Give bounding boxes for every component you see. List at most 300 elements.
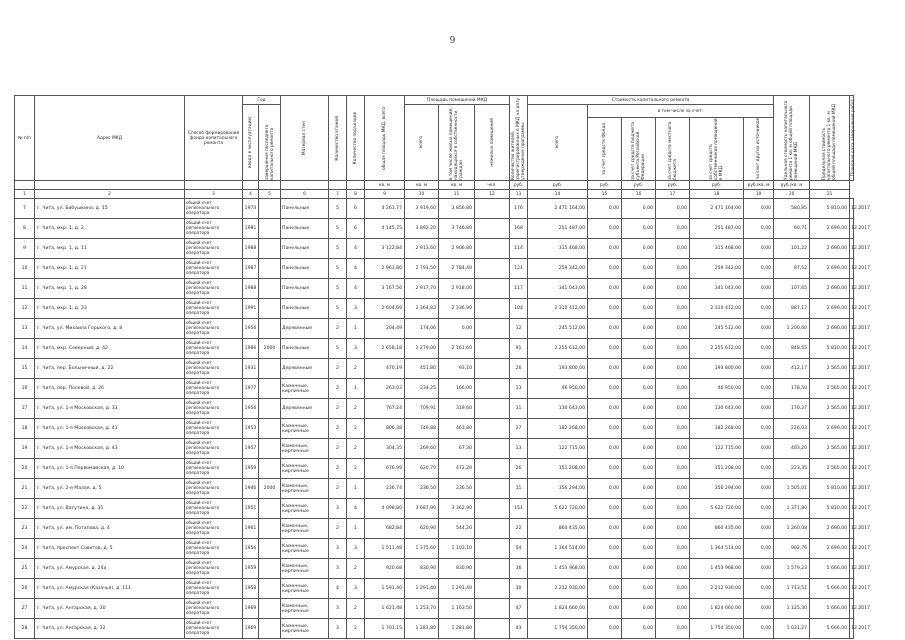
area-nonresidential-cell <box>475 459 510 479</box>
max-cost-cell: 5 810,00 <box>810 499 850 519</box>
cost-owners-cell: 151 208,00 <box>690 459 744 479</box>
wall-material-cell: Каменные, кирпичные <box>281 619 329 639</box>
cost-fund-cell: 0,00 <box>588 279 622 299</box>
address-cell: г. Чита, ул. Бабушкина, д. 15 <box>35 199 185 219</box>
floors-cell: 5 <box>329 279 347 299</box>
residents-cell: 91 <box>510 339 528 359</box>
fund-method-cell: общий счет регионального оператора <box>185 259 243 279</box>
cost-owners-cell: 245 512,00 <box>690 319 744 339</box>
cost-fund-cell: 0,00 <box>588 559 622 579</box>
fund-method-cell: общий счет регионального оператора <box>185 279 243 299</box>
area-total-cell: 2 364,83 <box>405 299 439 319</box>
fund-method-cell: общий счет регионального оператора <box>185 239 243 259</box>
floors-cell: 4 <box>329 579 347 599</box>
deadline-cell: 12.2017 <box>850 299 854 319</box>
cost-region-cell: 0,00 <box>622 459 656 479</box>
area-nonresidential-cell <box>475 379 510 399</box>
table-row <box>15 379 854 399</box>
cost-other-cell: 0,00 <box>744 299 774 319</box>
wall-material-cell: Панельные <box>281 199 329 219</box>
year-built-cell: 1987 <box>243 259 259 279</box>
wall-material-cell: Каменные, кирпичные <box>281 519 329 539</box>
total-area-cell: 682,84 <box>365 519 405 539</box>
residents-cell: 31 <box>510 399 528 419</box>
area-residential-cell: 1 291,40 <box>439 579 475 599</box>
year-built-cell: 1988 <box>243 239 259 259</box>
total-area-cell: 2 963,86 <box>365 259 405 279</box>
cost-total-cell: 1 364 514,00 <box>528 539 588 559</box>
entrances-cell: 6 <box>347 199 365 219</box>
cost-other-cell: 0,00 <box>744 319 774 339</box>
total-area-cell: 1 621,48 <box>365 599 405 619</box>
row-number-cell: 25 <box>15 559 35 579</box>
address-cell: г. Чита, ул. 1-я Первомайская, д. 10 <box>35 459 185 479</box>
area-total-cell: 830,90 <box>405 559 439 579</box>
unit-cell: чел. <box>475 181 510 190</box>
floors-cell: 2 <box>329 319 347 339</box>
total-area-cell: 304,35 <box>365 439 405 459</box>
residents-cell: 27 <box>510 419 528 439</box>
unit-cell <box>347 181 365 190</box>
row-number-cell: 11 <box>15 279 35 299</box>
page-number: 9 <box>449 36 456 46</box>
wall-material-cell: Панельные <box>281 219 329 239</box>
col-cost-total-header: всего <box>528 105 588 181</box>
cost-owners-cell: 2 255 612,00 <box>690 339 744 359</box>
unit-cost-cell: 226,03 <box>774 419 810 439</box>
cost-other-cell: 0,00 <box>744 239 774 259</box>
repair-program-table <box>14 95 871 639</box>
entrances-cell: 1 <box>347 519 365 539</box>
col-cost-owners-header: за счет средств собственников помещений в МКД <box>690 118 744 181</box>
area-residential-cell: 2 906,80 <box>439 239 475 259</box>
deadline-cell: 12.2017 <box>850 459 854 479</box>
fund-method-cell: общий счет регионального оператора <box>185 219 243 239</box>
area-total-cell: 1 375,60 <box>405 539 439 559</box>
cost-fund-cell: 0,00 <box>588 419 622 439</box>
year-built-cell: 1956 <box>243 539 259 559</box>
row-number-cell: 17 <box>15 399 35 419</box>
residents-cell: 104 <box>510 299 528 319</box>
table-row <box>15 599 854 619</box>
total-area-cell: 767,24 <box>365 399 405 419</box>
year-last-repair-cell <box>259 259 281 279</box>
cost-other-cell: 0,00 <box>744 379 774 399</box>
cost-owners-cell: 130 643,00 <box>690 399 744 419</box>
cost-owners-cell: 341 043,00 <box>690 279 744 299</box>
address-cell: г. Чита, ул. Амурская (Казачья), д. 111 <box>35 579 185 599</box>
cost-owners-cell: 2 212 930,00 <box>690 579 744 599</box>
cost-region-cell: 0,00 <box>622 559 656 579</box>
column-number-cell: 14 <box>528 190 588 199</box>
cost-other-cell: 0,00 <box>744 339 774 359</box>
cost-total-cell: 860 435,00 <box>528 519 588 539</box>
column-number-cell: 13 <box>510 190 528 199</box>
area-nonresidential-cell <box>475 259 510 279</box>
wall-material-cell: Каменные, кирпичные <box>281 559 329 579</box>
max-cost-cell: 2 565,00 <box>810 459 850 479</box>
wall-material-cell: Каменные, кирпичные <box>281 599 329 619</box>
area-residential-cell: 544,20 <box>439 519 475 539</box>
unit-cost-cell: 1 371,80 <box>774 499 810 519</box>
area-total-cell: 2 913,60 <box>405 239 439 259</box>
deadline-cell: 12.2017 <box>850 339 854 359</box>
total-area-cell: 1 511,48 <box>365 539 405 559</box>
cost-total-cell: 251 487,00 <box>528 219 588 239</box>
area-residential-cell: 3 362,90 <box>439 499 475 519</box>
cost-total-cell: 2 310 412,00 <box>528 299 588 319</box>
area-total-cell: 269,60 <box>405 439 439 459</box>
cost-region-cell: 0,00 <box>622 579 656 599</box>
table-row <box>15 239 854 259</box>
fund-method-cell: общий счет регионального оператора <box>185 579 243 599</box>
cost-fund-cell: 0,00 <box>588 239 622 259</box>
address-cell: г. Чита, ул. Михаила Горького, д. 8 <box>35 319 185 339</box>
area-nonresidential-cell <box>475 399 510 419</box>
area-total-cell: 234,25 <box>405 379 439 399</box>
floors-cell: 2 <box>329 519 347 539</box>
row-number-cell: 22 <box>15 499 35 519</box>
unit-cell: руб. <box>622 181 656 190</box>
cost-local-cell: 0,00 <box>656 259 690 279</box>
col-cost-region-header: за счет средств бюджета субъекта Российской Федерации <box>622 118 656 181</box>
area-total-cell: 3 892,20 <box>405 219 439 239</box>
units-row <box>15 181 854 190</box>
residents-cell: 176 <box>510 199 528 219</box>
entrances-cell: 2 <box>347 619 365 639</box>
address-cell: г. Чита, мкр. Северный, д. 42 <box>35 339 185 359</box>
col-cost-local-header: за счет средств местного бюджета <box>656 118 690 181</box>
cost-owners-cell: 46 950,00 <box>690 379 744 399</box>
cost-total-cell: 1 824 660,00 <box>528 599 588 619</box>
cost-local-cell: 0,00 <box>656 339 690 359</box>
cost-local-cell: 0,00 <box>656 419 690 439</box>
unit-cell: руб. <box>510 181 528 190</box>
area-total-cell: 2 917,70 <box>405 279 439 299</box>
total-area-cell: 4 098,80 <box>365 499 405 519</box>
cost-region-cell: 0,00 <box>622 359 656 379</box>
column-number-cell: 7 <box>329 190 347 199</box>
row-number-cell: 27 <box>15 599 35 619</box>
wall-material-cell: Каменные, кирпичные <box>281 539 329 559</box>
total-area-cell: 263,03 <box>365 379 405 399</box>
year-last-repair-cell <box>259 499 281 519</box>
area-total-cell: 749,88 <box>405 419 439 439</box>
cost-local-cell: 0,00 <box>656 539 690 559</box>
area-total-cell: 451,80 <box>405 359 439 379</box>
area-residential-cell: 93,10 <box>439 359 475 379</box>
total-area-cell: 1 701,15 <box>365 619 405 639</box>
wall-material-cell: Панельные <box>281 259 329 279</box>
deadline-cell: 12.2017 <box>850 419 854 439</box>
year-last-repair-cell <box>259 439 281 459</box>
cost-region-cell: 0,00 <box>622 239 656 259</box>
column-number-cell: 21 <box>810 190 850 199</box>
cost-total-cell: 315 468,00 <box>528 239 588 259</box>
row-number-cell: 16 <box>15 379 35 399</box>
entrances-cell: 2 <box>347 399 365 419</box>
cost-total-cell: 182 268,00 <box>528 419 588 439</box>
table-row <box>15 359 854 379</box>
area-residential-cell: 2 336,90 <box>439 299 475 319</box>
area-total-cell: 3 687,90 <box>405 499 439 519</box>
max-cost-cell: 5 810,00 <box>810 199 850 219</box>
deadline-cell: 12.2017 <box>850 379 854 399</box>
floors-cell: 2 <box>329 379 347 399</box>
wall-material-cell: Панельные <box>281 279 329 299</box>
year-built-cell: 1956 <box>243 399 259 419</box>
cost-other-cell: 0,00 <box>744 439 774 459</box>
entrances-cell: 3 <box>347 339 365 359</box>
cost-region-cell: 0,00 <box>622 399 656 419</box>
table-row <box>15 519 854 539</box>
row-number-cell: 20 <box>15 459 35 479</box>
cost-local-cell: 0,00 <box>656 399 690 419</box>
wall-material-cell: Деревянные <box>281 359 329 379</box>
year-last-repair-cell <box>259 599 281 619</box>
entrances-cell: 2 <box>347 459 365 479</box>
area-total-cell: 3 919,60 <box>405 199 439 219</box>
year-built-cell: 1969 <box>243 599 259 619</box>
cost-region-cell: 0,00 <box>622 519 656 539</box>
cost-fund-cell: 0,00 <box>588 619 622 639</box>
table-row <box>15 439 854 459</box>
cost-region-cell: 0,00 <box>622 479 656 499</box>
col-year-repair-header: завершения последнего капитального ремонта <box>259 105 281 181</box>
residents-cell: 13 <box>510 379 528 399</box>
address-cell: г. Чита, ул. 1-я Московская, д. 33 <box>35 399 185 419</box>
cost-total-cell: 5 622 720,00 <box>528 499 588 519</box>
cost-fund-cell: 0,00 <box>588 379 622 399</box>
wall-material-cell: Каменные, кирпичные <box>281 579 329 599</box>
address-cell: г. Чита, мкр. 1, д. 33 <box>35 299 185 319</box>
cost-other-cell: 0,00 <box>744 479 774 499</box>
cost-region-cell: 0,00 <box>622 219 656 239</box>
residents-cell: 114 <box>510 239 528 259</box>
unit-cell <box>15 181 35 190</box>
residents-cell: 43 <box>510 619 528 639</box>
unit-cost-cell: 1 713,51 <box>774 579 810 599</box>
max-cost-cell: 5 666,00 <box>810 559 850 579</box>
cost-fund-cell: 0,00 <box>588 299 622 319</box>
year-built-cell: 1953 <box>243 419 259 439</box>
cost-region-cell: 0,00 <box>622 619 656 639</box>
col-method-header: Способ формирования фонда капитального ремонта <box>185 96 243 181</box>
deadline-cell: 12.2017 <box>850 319 854 339</box>
residents-cell: 26 <box>510 359 528 379</box>
cost-other-cell: 0,00 <box>744 499 774 519</box>
cost-local-cell: 0,00 <box>656 279 690 299</box>
cost-local-cell: 0,00 <box>656 579 690 599</box>
max-cost-cell: 2 690,00 <box>810 299 850 319</box>
unit-cell <box>243 181 259 190</box>
year-last-repair-cell <box>259 219 281 239</box>
area-nonresidential-cell <box>475 359 510 379</box>
residents-cell: 151 <box>510 499 528 519</box>
cost-local-cell: 0,00 <box>656 359 690 379</box>
cost-local-cell: 0,00 <box>656 479 690 499</box>
column-number-cell: 16 <box>622 190 656 199</box>
area-nonresidential-cell <box>475 599 510 619</box>
cost-fund-cell: 0,00 <box>588 579 622 599</box>
unit-cost-cell: 101,22 <box>774 239 810 259</box>
area-residential-cell: 472,20 <box>439 459 475 479</box>
year-built-cell: 1977 <box>243 379 259 399</box>
deadline-cell: 12.2017 <box>850 539 854 559</box>
table-row <box>15 459 854 479</box>
wall-material-cell: Панельные <box>281 239 329 259</box>
deadline-cell: 12.2017 <box>850 619 854 639</box>
unit-cost-cell: 170,27 <box>774 399 810 419</box>
deadline-cell: 12.2017 <box>850 279 854 299</box>
col-year-group-header: Год <box>243 96 281 105</box>
year-built-cell: 1959 <box>243 559 259 579</box>
year-built-cell: 1951 <box>243 499 259 519</box>
residents-cell: 47 <box>510 599 528 619</box>
cost-local-cell: 0,00 <box>656 499 690 519</box>
unit-cost-cell: 107,65 <box>774 279 810 299</box>
residents-cell: 168 <box>510 219 528 239</box>
cost-owners-cell: 122 715,00 <box>690 439 744 459</box>
fund-method-cell: общий счет регионального оператора <box>185 619 243 639</box>
address-cell: г. Чита, ул. им. Потапова, д. 4 <box>35 519 185 539</box>
entrances-cell: 4 <box>347 259 365 279</box>
entrances-cell: 2 <box>347 419 365 439</box>
unit-cell: кв. м <box>439 181 475 190</box>
cost-other-cell: 0,00 <box>744 419 774 439</box>
table-row <box>15 579 854 599</box>
fund-method-cell: общий счет регионального оператора <box>185 419 243 439</box>
fund-method-cell: общий счет регионального оператора <box>185 199 243 219</box>
residents-cell: 54 <box>510 539 528 559</box>
row-number-cell: 9 <box>15 239 35 259</box>
max-cost-cell: 2 690,00 <box>810 419 850 439</box>
cost-region-cell: 0,00 <box>622 199 656 219</box>
floors-cell: 5 <box>329 219 347 239</box>
cost-total-cell: 151 208,00 <box>528 459 588 479</box>
entrances-cell: 3 <box>347 539 365 559</box>
total-area-cell: 2 658,18 <box>365 339 405 359</box>
table-row <box>15 479 854 499</box>
max-cost-cell: 2 690,00 <box>810 259 850 279</box>
address-cell: г. Чита, мкр. 1, д. 11 <box>35 239 185 259</box>
deadline-cell: 12.2017 <box>850 479 854 499</box>
row-number-cell: 7 <box>15 199 35 219</box>
cost-owners-cell: 2 310 412,00 <box>690 299 744 319</box>
address-cell: г. Чита, ул. Ватутина, д. 35 <box>35 499 185 519</box>
total-area-cell: 3 167,56 <box>365 279 405 299</box>
col-area-total-header: всего <box>405 105 439 181</box>
floors-cell: 2 <box>329 439 347 459</box>
cost-owners-cell: 259 342,00 <box>690 259 744 279</box>
cost-region-cell: 0,00 <box>622 599 656 619</box>
max-cost-cell: 2 565,00 <box>810 399 850 419</box>
floors-cell: 5 <box>329 259 347 279</box>
cost-other-cell: 0,00 <box>744 399 774 419</box>
residents-cell: 12 <box>510 319 528 339</box>
column-number-cell: 15 <box>588 190 622 199</box>
col-cost-group-header: Стоимость капитального ремонта <box>528 96 774 105</box>
cost-region-cell: 0,00 <box>622 419 656 439</box>
cost-owners-cell: 315 468,00 <box>690 239 744 259</box>
entrances-cell: 2 <box>347 439 365 459</box>
cost-owners-cell: 2 471 164,00 <box>690 199 744 219</box>
column-number-cell: 17 <box>656 190 690 199</box>
cost-local-cell: 0,00 <box>656 599 690 619</box>
unit-cost-cell: 178,50 <box>774 379 810 399</box>
row-number-cell: 15 <box>15 359 35 379</box>
col-residents-header: Количество жителей, зарегистрированных в МКД на дату утверждения программы <box>510 96 528 181</box>
address-cell: г. Чита, ул. 2-я Малая, д. 5 <box>35 479 185 499</box>
col-floors-header: Количество этажей <box>329 96 347 181</box>
col-area-nonresidential-header: нежилых помещений <box>475 105 510 181</box>
address-cell: г. Чита, ул. 1-я Московская, д. 43 <box>35 439 185 459</box>
row-number-cell: 13 <box>15 319 35 339</box>
wall-material-cell: Каменные, кирпичные <box>281 479 329 499</box>
area-residential-cell: 0,00 <box>439 319 475 339</box>
residents-cell: 26 <box>510 459 528 479</box>
cost-owners-cell: 1 453 968,00 <box>690 559 744 579</box>
cost-region-cell: 0,00 <box>622 259 656 279</box>
row-number-cell: 26 <box>15 579 35 599</box>
floors-cell: 3 <box>329 499 347 519</box>
table-row <box>15 199 854 219</box>
floors-cell: 5 <box>329 199 347 219</box>
entrances-cell: 4 <box>347 499 365 519</box>
fund-method-cell: общий счет регионального оператора <box>185 499 243 519</box>
cost-total-cell: 193 800,00 <box>528 359 588 379</box>
total-area-cell: 204,49 <box>365 319 405 339</box>
cost-region-cell: 0,00 <box>622 299 656 319</box>
column-number-cell: 18 <box>690 190 744 199</box>
area-residential-cell: 236,50 <box>439 479 475 499</box>
area-total-cell: 620,90 <box>405 519 439 539</box>
unit-cell <box>329 181 347 190</box>
cost-other-cell: 0,00 <box>744 359 774 379</box>
area-residential-cell: 2 918,00 <box>439 279 475 299</box>
deadline-cell: 12.2017 <box>850 199 854 219</box>
table-row <box>15 259 854 279</box>
deadline-cell: 12.2017 <box>850 599 854 619</box>
floors-cell: 2 <box>329 359 347 379</box>
year-last-repair-cell <box>259 559 281 579</box>
cost-owners-cell: 251 487,00 <box>690 219 744 239</box>
col-cost-incl-header: в том числе за счет: <box>588 105 774 118</box>
entrances-cell: 4 <box>347 239 365 259</box>
unit-cost-cell: 1 260,08 <box>774 519 810 539</box>
cost-total-cell: 356 294,00 <box>528 479 588 499</box>
unit-cell: кв. м <box>405 181 439 190</box>
residents-cell: 30 <box>510 579 528 599</box>
fund-method-cell: общий счет регионального оператора <box>185 539 243 559</box>
table-row <box>15 339 854 359</box>
entrances-cell: 3 <box>347 299 365 319</box>
cost-fund-cell: 0,00 <box>588 519 622 539</box>
cost-fund-cell: 0,00 <box>588 339 622 359</box>
unit-cost-cell: 1 125,30 <box>774 599 810 619</box>
total-area-cell: 4 261,77 <box>365 199 405 219</box>
unit-cell: руб. <box>690 181 744 190</box>
area-residential-cell: 463,80 <box>439 419 475 439</box>
cost-owners-cell: 193 800,00 <box>690 359 744 379</box>
deadline-cell: 12.2017 <box>850 579 854 599</box>
column-number-cell: 11 <box>439 190 475 199</box>
residents-cell: 13 <box>510 439 528 459</box>
total-area-cell: 920,68 <box>365 559 405 579</box>
area-residential-cell: 3 856,80 <box>439 199 475 219</box>
floors-cell: 2 <box>329 479 347 499</box>
row-number-cell: 23 <box>15 519 35 539</box>
